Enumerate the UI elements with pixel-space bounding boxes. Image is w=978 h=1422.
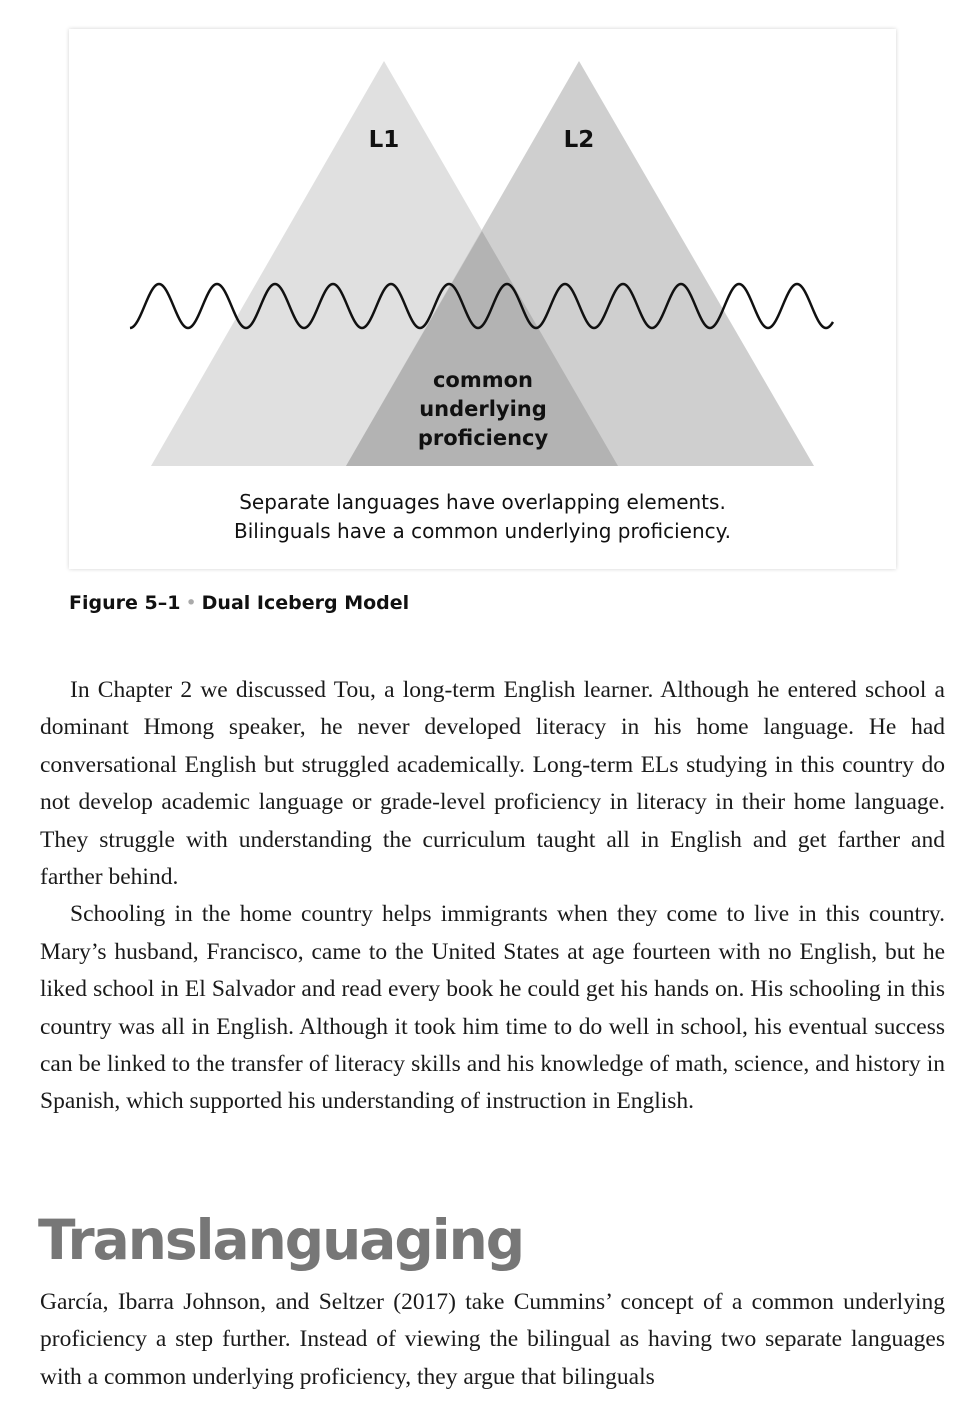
center-label-line-2: underlying [419, 397, 547, 421]
label-l1: L1 [368, 127, 400, 153]
figure-caption [69, 592, 409, 614]
section-heading: Translanguaging [38, 1208, 524, 1272]
paragraph-1: In Chapter 2 we discussed Tou, a long-term English learner. Although he entered school a dominant Hmong speaker, he never developed literacy in his home language. He had conversational English but struggled academically. Long-term ELs studying in this country do not develop academic language or grade-level proficiency in literacy in their home language. They struggle with understanding the curriculum taught all in English and get farther and farther behind. [40, 677, 945, 891]
paragraph-2: Schooling in the home country helps immigrants when they come to live in this country. Mary’s husband, Francisco, came to the United States at age fourteen with no English, but he liked school in El Salvador and read every book he could get his hands on. His schooling in this country was all in English. Although it took him time to do well in school, his eventual success can be linked to the transfer of literacy skills and his knowledge of math, science, and history in Spanish, which supported his understanding of instruction in English. [40, 901, 945, 1115]
body-text [40, 672, 945, 1121]
section-paragraph: García, Ibarra Johnson, and Seltzer (2017) take Cummins’ concept of a common underlying proficiency a step further. Instead of viewing the bilingual as having two separate languages with a common underlying proficiency, they argue that bilinguals [40, 1289, 945, 1390]
section-body [40, 1284, 945, 1396]
figure-number: Figure 5–1 [69, 592, 181, 614]
figure-title: Dual Iceberg Model [201, 592, 410, 614]
figure-dual-iceberg [69, 29, 896, 569]
center-label-line-3: proficiency [417, 426, 549, 450]
figure-inner-caption-line-1: Separate languages have overlapping elements. [239, 490, 726, 514]
label-l2: L2 [563, 127, 595, 153]
center-label-line-1: common [432, 368, 534, 392]
figure-inner-caption-line-2: Bilinguals have a common underlying proficiency. [234, 519, 731, 543]
separator-dot-icon: • [185, 592, 197, 614]
